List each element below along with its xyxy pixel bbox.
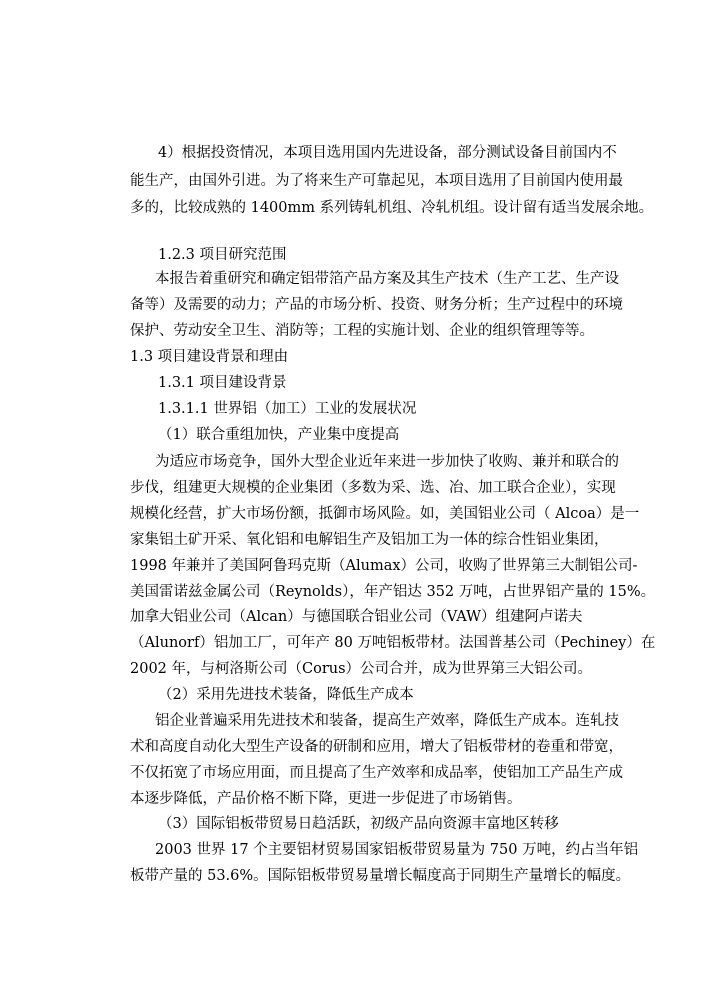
paragraph-line: 板带产量的 53.6%。国际铝板带贸易量增长幅度高于同期生产量增长的幅度。	[130, 868, 631, 884]
paragraph-line: 1998 年兼并了美国阿鲁玛克斯（Alumax）公司，收购了世界第三大制铝公司-	[130, 558, 638, 574]
section-heading: 1.2.3 项目研究范围	[158, 247, 287, 263]
paragraph-line: 规模化经营，扩大市场份额，抵御市场风险。如，美国铝业公司（ Alcoa）是一	[130, 506, 640, 522]
paragraph-line: 美国雷诺兹金属公司（Reynolds），年产铝达 352 万吨，占世界铝产量的 15%。	[130, 584, 656, 600]
paragraph-line: 本报告着重研究和确定铝带箔产品方案及其生产技术（生产工艺、生产设	[155, 271, 619, 287]
section-heading: 1.3.1 项目建设背景	[158, 375, 287, 391]
subheading: （3）国际铝板带贸易日趋活跃，初级产品向资源丰富地区转移	[158, 816, 559, 832]
section-heading: 1.3 项目建设背景和理由	[130, 349, 289, 365]
paragraph-line: 步伐，组建更大规模的企业集团（多数为采、选、冶、加工联合企业），实现	[130, 480, 616, 496]
paragraph-line: 保护、劳动安全卫生、消防等；工程的实施计划、企业的组织管理等等。	[130, 323, 594, 339]
paragraph-line: 加拿大铝业公司（Alcan）与德国联合铝业公司（VAW）组建阿卢诺夫	[130, 609, 583, 625]
paragraph-line: （Alunorf）铝加工厂，可年产 80 万吨铝板带材。法国普基公司（Pechiney）在	[130, 635, 656, 651]
paragraph-line: 为适应市场竞争，国外大型企业近年来进一步加快了收购、兼并和联合的	[155, 454, 619, 470]
paragraph-line: 术和高度自动化大型生产设备的研制和应用，增大了铝板带材的卷重和带宽，	[130, 739, 623, 755]
paragraph-line: 4）根据投资情况，本项目选用国内先进设备，部分测试设备目前国内不	[158, 145, 617, 161]
subheading: （2）采用先进技术装备，降低生产成本	[158, 687, 414, 703]
paragraph-line: 铝企业普遍采用先进技术和装备，提高生产效率，降低生产成本。连轧技	[155, 713, 619, 729]
paragraph-line: 备等）及需要的动力；产品的市场分析、投资、财务分析；生产过程中的环境	[130, 297, 623, 313]
paragraph-line: 不仅拓宽了市场应用面，而且提高了生产效率和成品率，使铝加工产品生产成	[130, 765, 623, 781]
paragraph-line: 家集铝土矿开采、氧化铝和电解铝生产及铝加工为一体的综合性铝业集团，	[130, 532, 609, 548]
paragraph-line: 2002 年，与柯洛斯公司（Corus）公司合并，成为世界第三大铝公司。	[130, 661, 593, 677]
section-heading: 1.3.1.1 世界铝（加工）工业的发展状况	[158, 401, 417, 417]
paragraph-line: 本逐步降低，产品价格不断下降，更进一步促进了市场销售。	[130, 791, 522, 807]
paragraph-line: 2003 世界 17 个主要铝材贸易国家铝板带贸易量为 750 万吨，约占当年铝	[155, 842, 639, 858]
subheading: （1）联合重组加快，产业集中度提高	[158, 427, 400, 443]
paragraph-line: 能生产，由国外引进。为了将来生产可靠起见，本项目选用了目前国内使用最	[130, 173, 623, 189]
paragraph-line: 多的，比较成熟的 1400mm 系列铸轧机组、冷轧机组。设计留有适当发展余地。	[130, 200, 654, 216]
